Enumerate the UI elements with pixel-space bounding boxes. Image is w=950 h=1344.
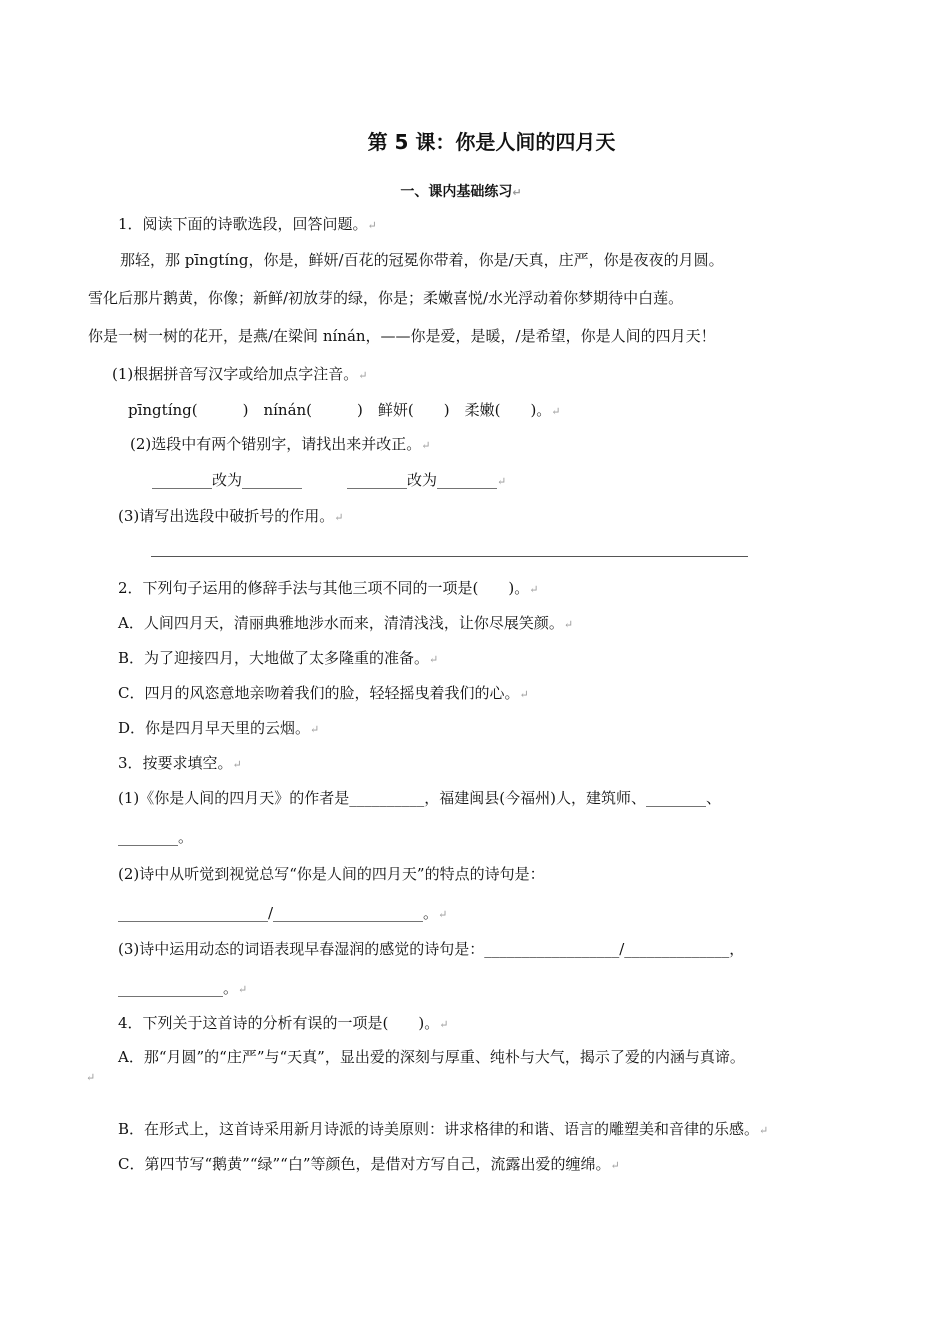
question-4-text: 4．下列关于这首诗的分析有误的一项是( )。 bbox=[118, 1014, 440, 1032]
paragraph-mark: ↵ bbox=[439, 1018, 449, 1031]
question-3-2-blanks: ____________________/____________________。 bbox=[118, 904, 439, 922]
paragraph-mark: ↵ bbox=[759, 1124, 769, 1137]
pinyin-items-text: pīngtíng( ) nínán( ) 鲜妍( ) 柔嫩( )。 bbox=[128, 401, 552, 419]
poem-line-2: 雪化后那片鹅黄，你像；新鲜/初放芽的绿，你是；柔嫩喜悦/水光浮动着你梦期待中白莲。 bbox=[88, 289, 684, 307]
paragraph-mark: ↵ bbox=[86, 1071, 96, 1084]
paragraph-mark: ↵ bbox=[438, 908, 448, 921]
question-3-1-line-1: (1)《你是人间的四月天》的作者是__________，福建闽县(今福州)人，建筑师、________、 bbox=[118, 789, 721, 807]
option-2a-text: A．人间四月天，清丽典雅地涉水而来，清清浅浅，让你尽展笑颜。 bbox=[118, 614, 564, 632]
question-1-3-text: (3)请写出选段中破折号的作用。 bbox=[118, 507, 335, 525]
answer-line bbox=[151, 556, 748, 557]
question-3-2-line-1: (2)诗中从听觉到视觉总写“你是人间的四月天”的特点的诗句是： bbox=[118, 865, 545, 883]
option-4c bbox=[118, 1154, 620, 1176]
paragraph-mark: ↵ bbox=[551, 405, 561, 418]
paragraph-mark: ↵ bbox=[519, 688, 529, 701]
paragraph-mark: ↵ bbox=[563, 618, 574, 631]
paragraph-mark: ↵ bbox=[232, 758, 242, 771]
paragraph-mark: ↵ bbox=[512, 186, 522, 199]
question-2-text: 2．下列句子运用的修辞手法与其他三项不同的一项是( )。 bbox=[118, 579, 530, 597]
question-3-3-line-1: (3)诗中运用动态的词语表现早春湿润的感觉的诗句是：__________________/______________， bbox=[118, 940, 745, 958]
option-2b-text: B．为了迎接四月，大地做了太多隆重的准备。 bbox=[118, 649, 430, 667]
section-heading-text: 一、课内基础练习 bbox=[400, 184, 513, 200]
question-3-3-line-2 bbox=[118, 978, 247, 1000]
poem-line-3: 你是一树一树的花开，是燕/在梁间 nínán，——你是爱，是暖，/是希望，你是人间的四月天！ bbox=[88, 327, 716, 345]
option-2a bbox=[118, 613, 573, 635]
paragraph-mark: ↵ bbox=[610, 1159, 620, 1172]
question-1-text: 1．阅读下面的诗歌选段，回答问题。 bbox=[118, 215, 368, 233]
question-2 bbox=[118, 578, 538, 600]
paragraph-mark: ↵ bbox=[310, 723, 320, 736]
paragraph-mark: ↵ bbox=[358, 369, 368, 382]
question-1-3 bbox=[118, 506, 343, 528]
correction-blanks bbox=[152, 470, 506, 492]
option-4b bbox=[118, 1119, 768, 1141]
poem-line-1: 那轻，那 pīngtíng，你是，鲜妍/百花的冠冕你带着，你是/天真，庄严，你是夜夜的月圆。 bbox=[120, 251, 724, 269]
paragraph-mark: ↵ bbox=[429, 653, 439, 666]
question-1-1 bbox=[112, 364, 367, 386]
question-1 bbox=[118, 214, 377, 236]
question-3-2-line-2 bbox=[118, 903, 447, 925]
paragraph-mark: ↵ bbox=[334, 511, 344, 524]
option-2b bbox=[118, 648, 438, 670]
paragraph-mark: ↵ bbox=[238, 983, 248, 996]
section-heading bbox=[0, 182, 922, 203]
page-title: 第 5 课：你是人间的四月天 bbox=[367, 130, 616, 154]
option-2d bbox=[118, 718, 319, 740]
paragraph-mark: ↵ bbox=[529, 583, 539, 596]
question-1-2-text: (2)选段中有两个错别字，请找出来并改正。 bbox=[130, 435, 422, 453]
option-4b-text: B．在形式上，这首诗采用新月诗派的诗美原则：讲求格律的和谐、语言的雕塑美和音律的乐感。 bbox=[118, 1120, 760, 1138]
correction-blanks-text: ________改为________ ________改为________ bbox=[152, 471, 498, 489]
paragraph-mark: ↵ bbox=[367, 219, 377, 232]
question-3-1-line-2: ________。 bbox=[118, 828, 194, 846]
option-2c-text: C．四月的风恣意地亲吻着我们的脸，轻轻摇曳着我们的心。 bbox=[118, 684, 520, 702]
option-4c-text: C．第四节写“鹅黄”“绿”“白”等颜色，是借对方写自己，流露出爱的缠绵。 bbox=[118, 1155, 611, 1173]
question-1-2 bbox=[130, 434, 430, 456]
paragraph-mark: ↵ bbox=[421, 439, 431, 452]
question-3-text: 3．按要求填空。 bbox=[118, 754, 233, 772]
paragraph-mark: ↵ bbox=[497, 475, 507, 488]
pinyin-items bbox=[128, 400, 561, 422]
question-3 bbox=[118, 753, 242, 775]
question-3-3-blanks: ______________。 bbox=[118, 979, 239, 997]
option-2c bbox=[118, 683, 529, 705]
question-4 bbox=[118, 1013, 448, 1035]
option-4a: A．那“月圆”的“庄严”与“天真”，显出爱的深刻与厚重、纯朴与大气，揭示了爱的内涵与真谛。 bbox=[118, 1048, 745, 1066]
option-2d-text: D．你是四月早天里的云烟。 bbox=[118, 719, 311, 737]
question-1-1-text: (1)根据拼音写汉字或给加点字注音。 bbox=[112, 365, 359, 383]
